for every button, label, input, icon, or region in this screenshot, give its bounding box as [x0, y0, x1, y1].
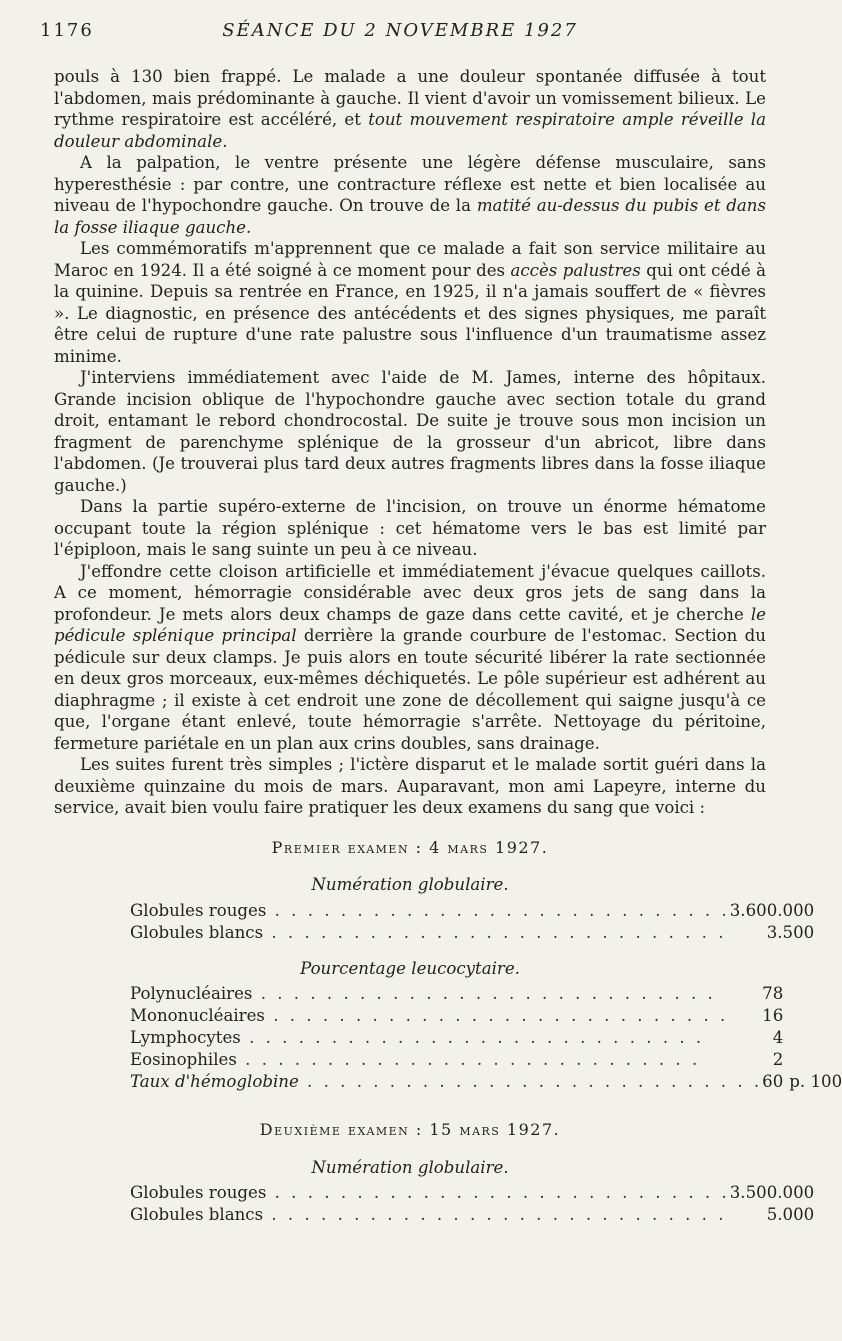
row-value: 4: [772, 1028, 784, 1047]
running-title: SÉANCE DU 2 NOVEMBRE 1927: [222, 20, 578, 41]
exam1-pourcentage-table: [130, 983, 842, 1093]
row-value: 2: [772, 1050, 784, 1069]
paragraph: [54, 152, 766, 238]
table-row: Globules blancs . . . . . . . . . . . . . . . . . . . . . . . . . . . . 3.500: [130, 922, 815, 942]
table-row: Globules blancs . . . . . . . . . . . . . . . . . . . . . . . . . . . . 5.000: [130, 1205, 815, 1224]
row-label: Lymphocytes: [130, 1028, 241, 1047]
row-label: Polynucléaires: [130, 984, 253, 1003]
exam1-numeration-title: Numération globulaire.: [311, 875, 509, 894]
text-run: J'interviens immédiatement avec l'aide de M. James, interne des hôpitaux. Grande incision oblique de l'hypochondre gauche avec section totale du grand droit, entamant le rebord chondrocostal. De suite je trouve sous mon incision un fragment de parenchyme splénique de la grosseur d'un abricot, libre dans l'abdomen. (Je trouverai plus tard deux autres fragments libres dans la fosse iliaque gauche.): [54, 368, 766, 495]
row-value: 16: [762, 1006, 784, 1025]
table-row: Globules rouges . . . . . . . . . . . . . . . . . . . . . . . . . . . . 3.500.000: [130, 1183, 815, 1202]
page-number: 1176: [40, 20, 94, 41]
row-value: 3.500: [766, 922, 815, 942]
text-run: pouls à 130 bien frappé. Le malade a une douleur spontanée diffusée à tout l'abdomen, mais prédominante à gauche. Il vient d'avoir un vomissement bilieux. Le rythme respiratoire est accéléré, et: [54, 67, 766, 129]
row-value: 3.500.000: [729, 1183, 815, 1202]
italic-text: accès palustres: [510, 260, 641, 280]
text-run: A la palpation, le ventre présente une légère défense musculaire, sans hyperesthésie : par contre, une contracture réflexe est nette et bien localisée au niveau de l'hypochondre gauche. On trouve de la: [54, 153, 766, 215]
text-run: Dans la partie supéro-externe de l'incision, on trouve un énorme hématome occupant toute la région splénique : cet hématome vers le bas est limité par l'épiploon, mais le sang suinte un peu à ce niveau.: [54, 497, 766, 559]
document-body: [54, 66, 842, 1226]
paragraph: [54, 561, 766, 755]
table-row: Mononucléaires . . . . . . . . . . . . . . . . . . . . . . . . . . . . 16: [130, 1006, 784, 1025]
paragraph: [54, 66, 766, 152]
paragraph: [54, 754, 766, 819]
italic-text: matité au-dessus du pubis et dans la fosse iliaque gauche.: [54, 196, 766, 237]
row-label: Taux d'hémoglobine: [130, 1072, 299, 1091]
exam2-numeration-title: Numération globulaire.: [311, 1157, 509, 1177]
exam2-numeration-table: [130, 1182, 820, 1226]
row-label: Globules blancs: [130, 922, 264, 942]
row-label: Globules rouges: [130, 1183, 267, 1202]
page-header: [40, 20, 760, 46]
paragraph: [54, 496, 766, 561]
table-row: Polynucléaires . . . . . . . . . . . . . . . . . . . . . . . . . . . . 78: [130, 984, 784, 1003]
row-label: Eosinophiles: [130, 1050, 237, 1069]
table-row: Taux d'hémoglobine . . . . . . . . . . . . . . . . . . . . . . . . . . . . 60 p. 100: [130, 1072, 842, 1091]
text-run: derrière la grande courbure de l'estomac. Section du pédicule sur deux clamps. Je puis alors en toute sécurité libérer la rate sectionnée en deux gros morceaux, eux-mêmes déchiquetés. Le pôle supérieur est adhérent au diaphragme ; il existe à cet endroit une zone de décollement qui saigne jusqu'à ce que, l'organe étant enlevé, toute hémorragie s'arrête. Nettoyage du péritoine, fermeture pariétale en un plan aux crins doubles, sans drainage.: [54, 626, 766, 753]
paragraphs: [54, 66, 766, 819]
exam1-pourcentage-title: Pourcentage leucocytaire.: [300, 958, 520, 978]
table-row: Globules rouges . . . . . . . . . . . . . . . . . . . . . . . . . . . . 3.600.000: [130, 900, 815, 920]
italic-text: le pédicule splénique principal: [54, 604, 766, 645]
row-value: 3.600.000: [729, 900, 815, 920]
text-run: Les suites furent très simples ; l'ictère disparut et le malade sortit guéri dans la deuxième quinzaine du mois de mars. Auparavant, mon ami Lapeyre, interne du service, avait bien voulu faire pratiquer les deux examens du sang que voici :: [54, 755, 766, 817]
italic-text: tout mouvement respiratoire ample réveille la douleur abdominale.: [54, 110, 766, 151]
paragraph: [54, 367, 766, 496]
text-run: J'effondre cette cloison artificielle et immédiatement j'évacue quelques caillots. A ce moment, hémorragie considérable avec deux gros jets de sang dans la profondeur. Je mets alors deux champs de gaze dans cette cavité, et je cherche: [54, 561, 766, 624]
text-run: qui ont cédé à la quinine. Depuis sa rentrée en France, en 1925, il n'a jamais souffert de « fièvres ». Le diagnostic, en présence des antécédents et des signes physiques, me paraît être celui de rupture d'une rate palustre sous l'influence d'un traumatisme assez minime.: [54, 260, 767, 366]
exam2-title: Deuxième examen : 15 mars 1927.: [259, 1120, 561, 1139]
row-label: Mononucléaires: [130, 1006, 265, 1025]
exam1-numeration-table: [130, 900, 820, 944]
paragraph: [54, 238, 766, 367]
row-value: 60: [762, 1072, 784, 1091]
row-unit: p. 100: [789, 1072, 842, 1091]
row-label: Globules blancs: [130, 1205, 264, 1224]
table-row: Lymphocytes . . . . . . . . . . . . . . . . . . . . . . . . . . . . 4: [130, 1028, 784, 1047]
row-value: 5.000: [766, 1205, 815, 1224]
row-label: Globules rouges: [130, 900, 267, 920]
table-row: Eosinophiles . . . . . . . . . . . . . . . . . . . . . . . . . . . . 2: [130, 1050, 784, 1069]
text-run: Les commémoratifs m'apprennent que ce malade a fait son service militaire au Maroc en 1924. Il a été soigné à ce moment pour des: [54, 239, 766, 280]
exam1-title: Premier examen : 4 mars 1927.: [271, 837, 549, 857]
row-value: 78: [762, 984, 784, 1003]
